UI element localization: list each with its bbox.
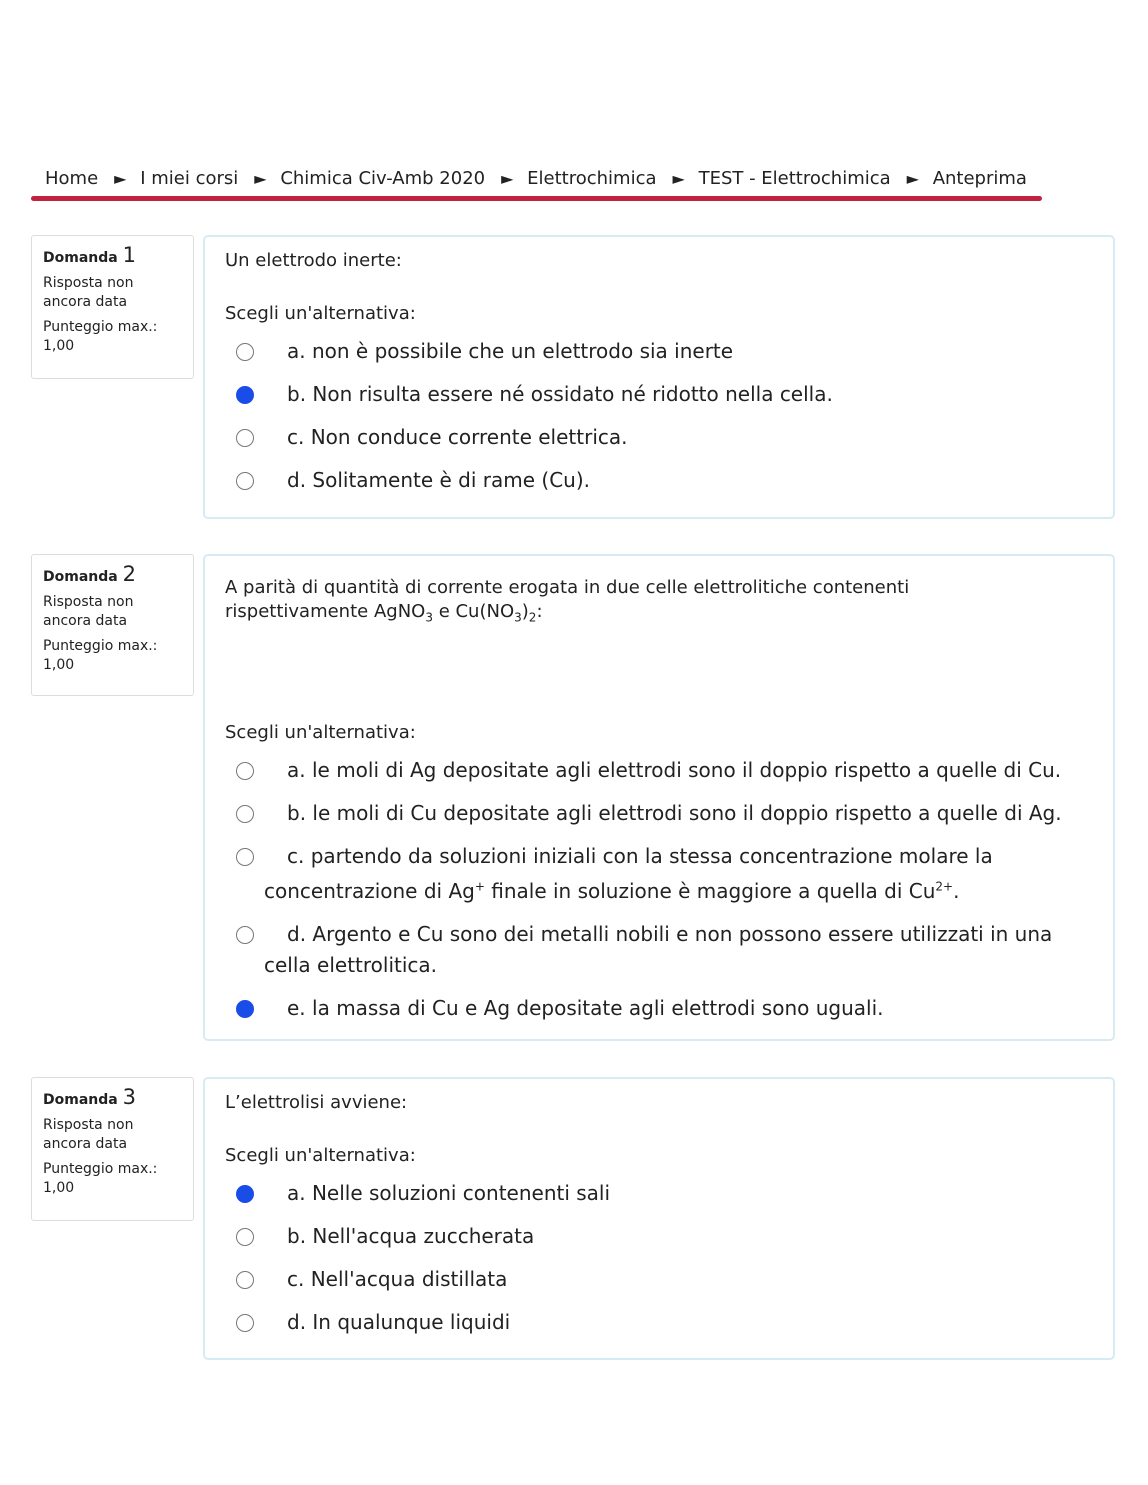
separator-icon: ►	[501, 169, 514, 188]
option-text: c. Nell'acqua distillata	[287, 1267, 508, 1291]
question-label: Domanda	[43, 569, 118, 585]
radio-button[interactable]	[236, 386, 254, 404]
question-text: A parità di quantità di corrente erogata in due celle elettrolitiche contenenti rispettivamente AgNO$_3$ e $Cu(NO_3)_2$:	[225, 577, 910, 625]
separator-icon: ►	[906, 169, 919, 188]
radio-button[interactable]	[236, 805, 254, 823]
option-text: b. Non risulta essere né ossidato né ridotto nella cella.	[287, 382, 833, 406]
header-divider	[31, 196, 1042, 201]
answer-prompt: Scegli un'alternativa:	[225, 1145, 416, 1166]
option-text: a. Nelle soluzioni contenenti sali	[287, 1181, 611, 1205]
radio-button[interactable]	[236, 1228, 254, 1246]
question-text: Un elettrodo inerte:	[225, 250, 402, 271]
breadcrumb-section[interactable]: Elettrochimica	[527, 168, 657, 189]
radio-button[interactable]	[236, 848, 254, 866]
breadcrumb-course[interactable]: Chimica Civ-Amb 2020	[280, 168, 486, 189]
question-number: 1	[122, 243, 136, 267]
option-text: c. Non conduce corrente elettrica.	[287, 425, 628, 449]
answer-option[interactable]	[225, 755, 1093, 786]
radio-button[interactable]	[236, 1314, 254, 1332]
option-text: a. le moli di Ag depositate agli elettrodi sono il doppio rispetto a quelle di Cu.	[287, 757, 1062, 782]
answer-option[interactable]	[225, 379, 1093, 410]
option-text: d. Argento e Cu sono dei metalli nobili e non possono essere utilizzati in una cella elettrolitica.	[264, 922, 1053, 978]
question-number: 3	[122, 1085, 136, 1109]
answer-option[interactable]	[225, 798, 1093, 829]
option-text: b. Nell'acqua zuccherata	[287, 1224, 535, 1248]
breadcrumb-home[interactable]: Home	[45, 168, 99, 189]
answer-option[interactable]	[225, 841, 1093, 908]
answer-option[interactable]	[225, 1264, 1093, 1295]
option-text: b. le moli di Cu depositate agli elettrodi sono il doppio rispetto a quelle di Ag.	[287, 800, 1062, 825]
radio-button[interactable]	[236, 429, 254, 447]
question-content	[203, 1077, 1115, 1360]
answer-option[interactable]	[225, 422, 1093, 453]
radio-button[interactable]	[236, 472, 254, 490]
radio-button[interactable]	[236, 1000, 254, 1018]
question-content	[203, 235, 1115, 519]
answer-option[interactable]	[225, 1178, 1093, 1209]
separator-icon: ►	[114, 169, 127, 188]
question-number: 2	[122, 562, 136, 586]
max-score: 1,00	[43, 338, 75, 354]
question-status: Risposta non ancora data	[43, 594, 134, 629]
breadcrumb-test[interactable]: TEST - Elettrochimica	[698, 168, 891, 189]
answer-option[interactable]	[225, 919, 1093, 981]
radio-button[interactable]	[236, 1271, 254, 1289]
answer-option[interactable]	[225, 465, 1093, 496]
radio-button[interactable]	[236, 926, 254, 944]
option-text: d. In qualunque liquidi	[287, 1310, 511, 1334]
answer-option[interactable]	[225, 336, 1093, 367]
max-score-label: Punteggio max.:	[43, 638, 158, 654]
question-text: L’elettrolisi avviene:	[225, 1092, 408, 1113]
radio-button[interactable]	[236, 1185, 254, 1203]
answer-prompt: Scegli un'alternativa:	[225, 721, 416, 743]
option-text: a. non è possibile che un elettrodo sia inerte	[287, 339, 734, 363]
option-text: d. Solitamente è di rame (Cu).	[287, 468, 591, 492]
separator-icon: ►	[672, 169, 685, 188]
radio-button[interactable]	[236, 762, 254, 780]
option-text: e. la massa di Cu e Ag depositate agli elettrodi sono uguali.	[287, 996, 884, 1021]
option-text: c. partendo da soluzioni iniziali con la stessa concentrazione molare la concentrazione di Ag+ finale in soluzione è maggiore a quella di $Cu^{2+}$.	[264, 843, 993, 904]
breadcrumb-courses[interactable]: I miei corsi	[140, 168, 239, 189]
question-info	[31, 1077, 194, 1221]
question-label: Domanda	[43, 1092, 118, 1108]
question-label: Domanda	[43, 250, 118, 266]
question-content	[203, 554, 1115, 1041]
answer-option[interactable]	[225, 993, 1093, 1024]
separator-icon: ►	[254, 169, 267, 188]
breadcrumb-preview[interactable]: Anteprima	[932, 168, 1027, 189]
question-status: Risposta non ancora data	[43, 275, 134, 310]
answer-option[interactable]	[225, 1221, 1093, 1252]
max-score: 1,00	[43, 1180, 75, 1196]
max-score: 1,00	[43, 657, 75, 673]
question-info	[31, 554, 194, 696]
breadcrumb	[45, 168, 1033, 189]
max-score-label: Punteggio max.:	[43, 319, 158, 335]
answer-prompt: Scegli un'alternativa:	[225, 303, 416, 324]
max-score-label: Punteggio max.:	[43, 1161, 158, 1177]
radio-button[interactable]	[236, 343, 254, 361]
question-info	[31, 235, 194, 379]
question-status: Risposta non ancora data	[43, 1117, 134, 1152]
answer-option[interactable]	[225, 1307, 1093, 1338]
